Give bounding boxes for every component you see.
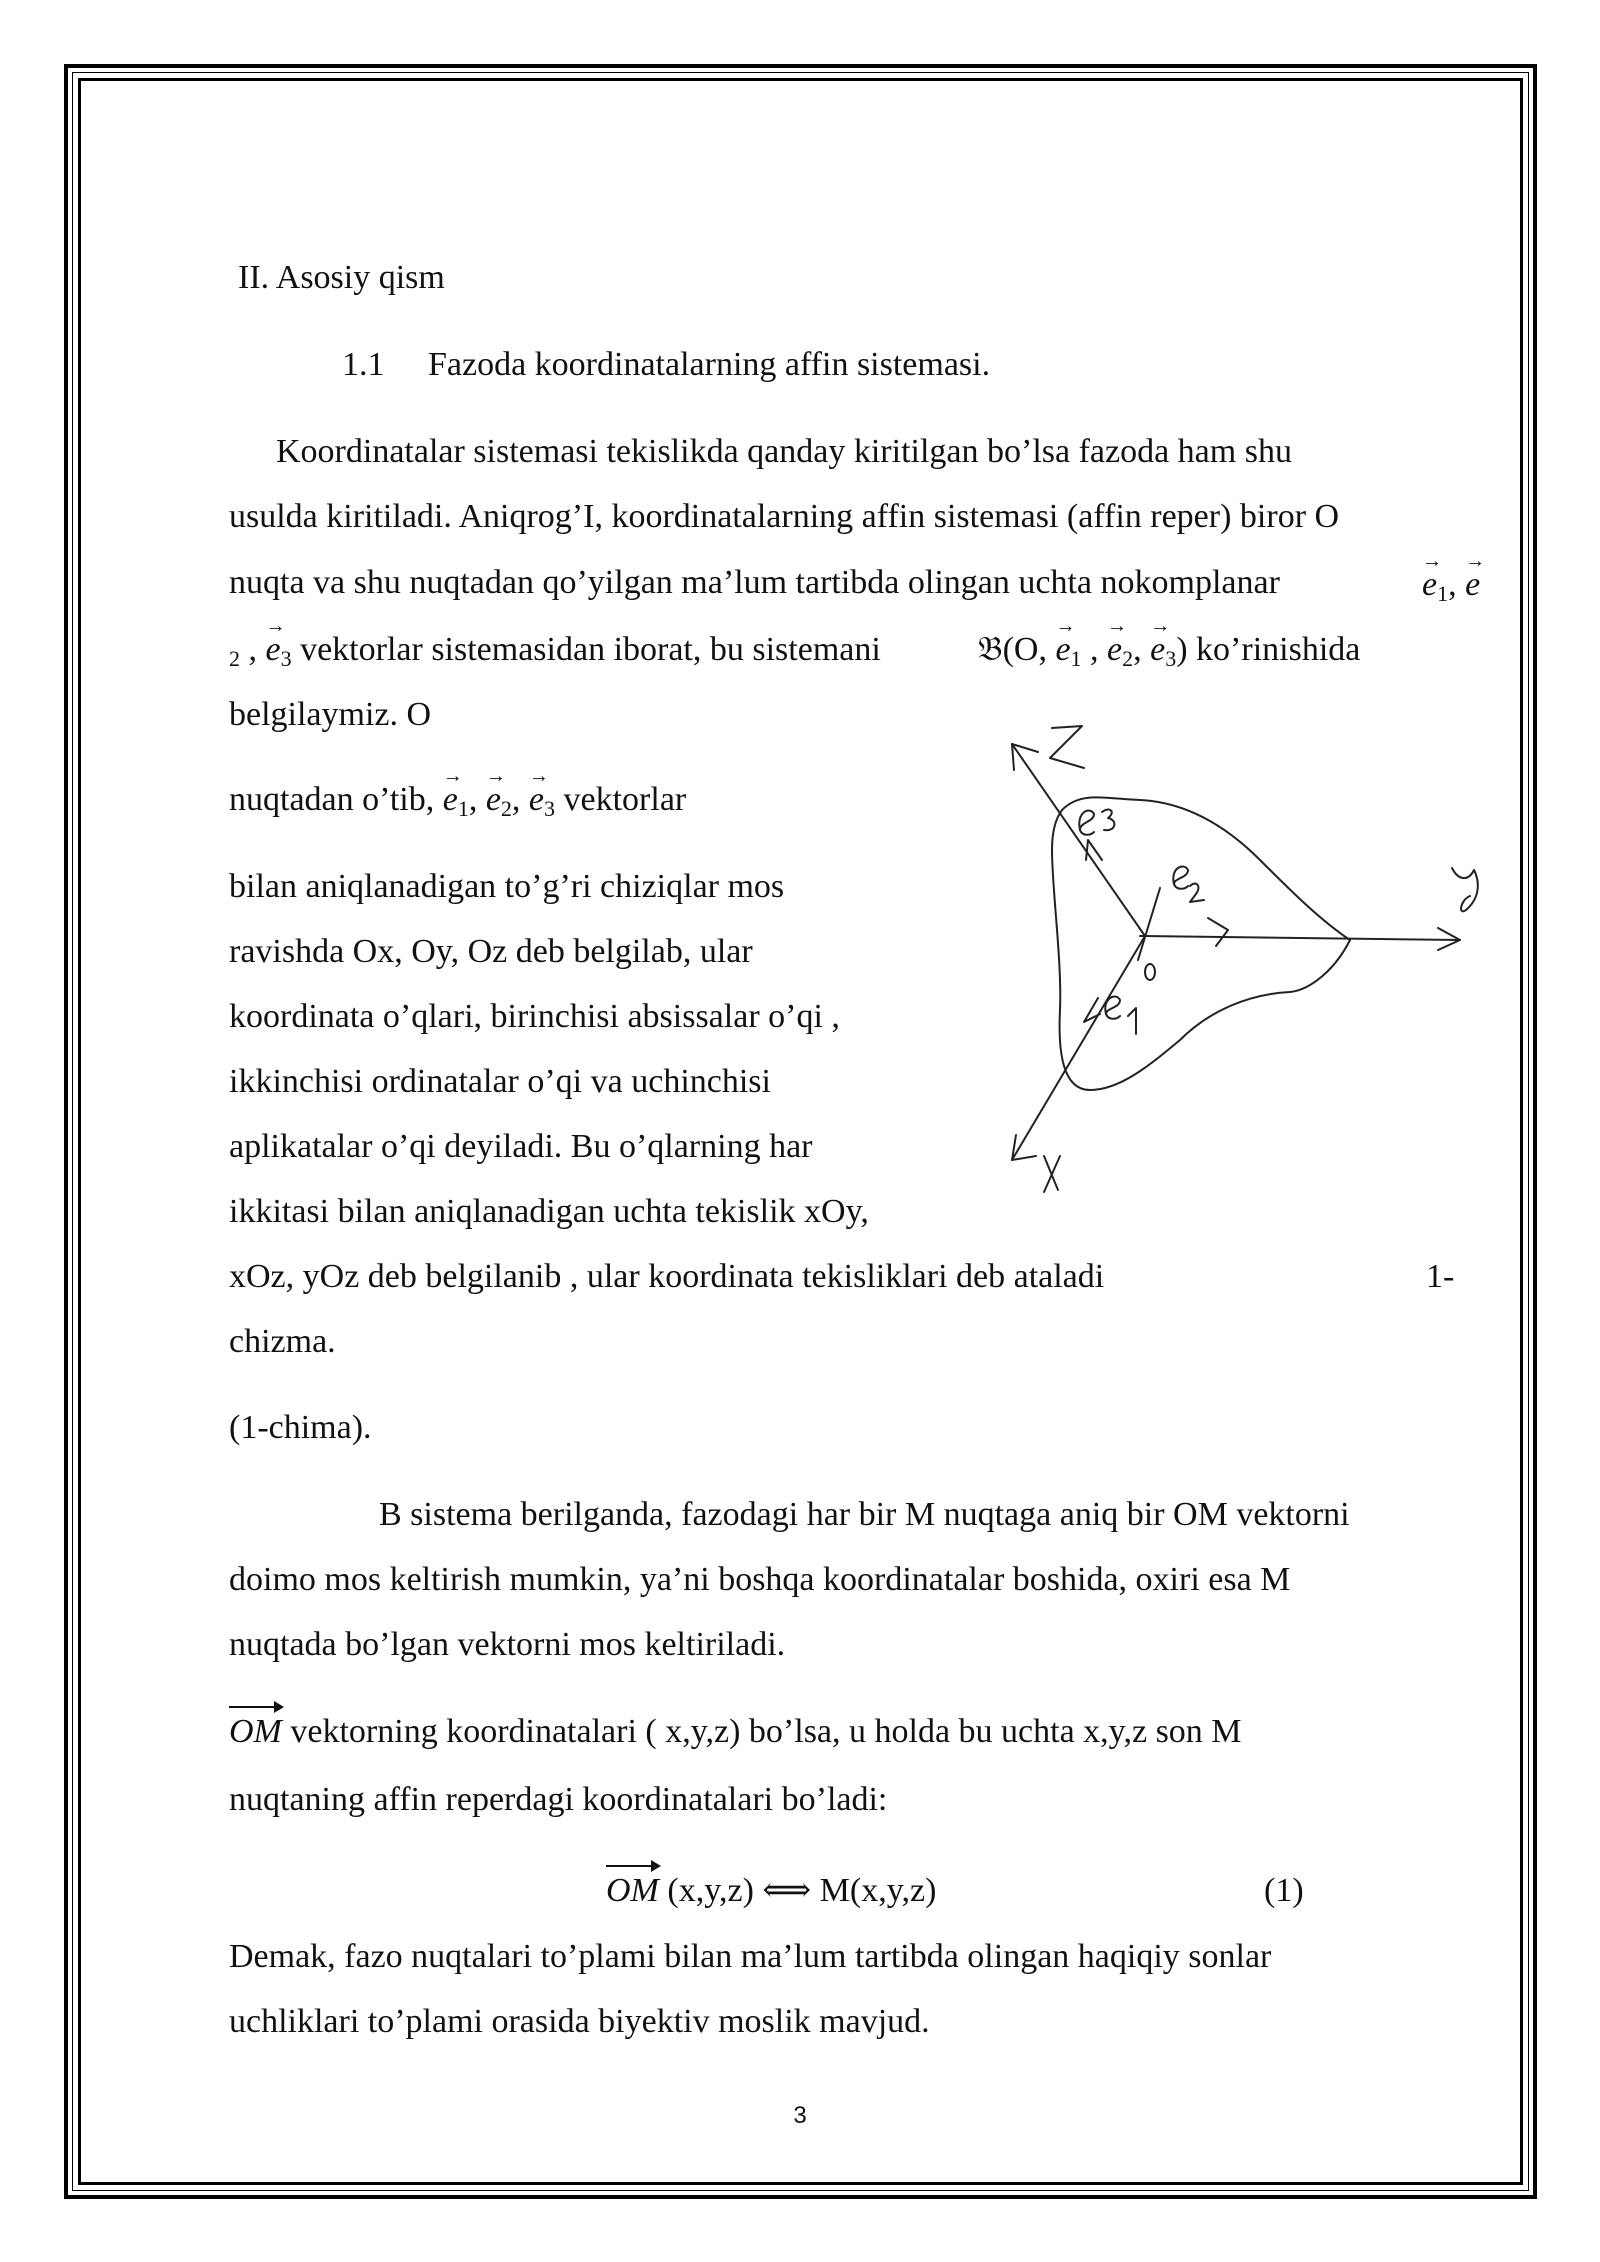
para1-line3: nuqta va shu nuqtadan qo’yilgan ma’lum tartibda olingan uchta nokomplanar [229,564,1280,601]
para1-line8: ravishda Ox, Oy, Oz deb belgilab, ular [229,933,753,970]
formula-1: OM (x,y,z) ⟺ M(x,y,z) [606,1871,936,1911]
para1-line14: chizma. [229,1323,336,1360]
subsection-number: 1.1 [342,346,385,383]
formula-om-vector: OM [606,1871,659,1911]
e3-vector-arrow [1086,840,1102,860]
para1-line10: ikkinchisi ordinatalar o’qi va uchinchisi [229,1063,771,1100]
para1-line13: xOz, yOz deb belgilanib , ular koordinata tekisliklari deb ataladi [229,1258,1105,1295]
system-letter: 𝔅 [978,631,1003,668]
section-heading: II. Asosiy qism [238,259,445,296]
figure-caption: (1-chima). [229,1409,372,1446]
e1-vector-arrow [1084,998,1100,1022]
y-axis [1140,936,1460,940]
para2-line2: doimo mos keltirish mumkin, ya’ni boshqa koordinatalar boshida, oxiri esa M [229,1561,1291,1598]
para2-line3: nuqtada bo’lgan vektorni mos keltiriladi. [229,1626,786,1663]
para1-line1: Koordinatalar sistemasi tekislikda qanday kiritilgan bo’lsa fazoda ham shu [276,433,1292,470]
page-number: 3 [793,2102,807,2129]
formula-number: (1) [1264,1872,1304,1909]
para1-line6: nuqtadan o’tib, → $e_1$, → $e_2$, → $e_3$ vektorlar [229,765,687,821]
z-axis [1012,744,1145,936]
para1-line2: usulda kiritiladi. Aniqrog’I, koordinatalarning affin sistemasi (affin reper) biror O [229,498,1340,535]
origin-tick [1138,888,1160,960]
subsection-title: Fazoda koordinatalarning affin sistemasi. [428,346,991,383]
label-e1-glyph [1105,996,1136,1034]
system-notation: 𝔅(O, → $e_1$ , → $e_2$, → $e_3$) ko’rinishida [978,615,1361,671]
para1-line9: koordinata o’qlari, birinchisi absissalar o’qi , [229,998,840,1035]
para3-line2: nuqtaning affin reperdagi koordinatalari bo’ladi: [229,1781,888,1818]
figure-ref-number: 1- [1426,1258,1455,1295]
e2-vector-arrow [1208,918,1228,946]
label-z-glyph [1050,726,1084,768]
para2-line1: B sistema berilganda, fazodagi har bir M nuqtaga aniq bir OM vektorni [379,1496,1350,1533]
label-origin-glyph [1145,964,1155,980]
para1-line5: belgilaymiz. O [229,696,432,733]
para1-line11: aplikatalar o’qi deyiladi. Bu o’qlarning har [229,1128,813,1165]
x-axis [1012,936,1145,1160]
para3-line1: OM vektorning koordinatalari ( x,y,z) bo’lsa, u holda bu uchta x,y,z son M [229,1712,1242,1752]
om-vector: OM [229,1712,282,1752]
label-y-glyph [1452,868,1478,911]
para1-line4: $_2$ , → $e_3$ vektorlar sistemasidan iborat, bu sistemani [229,615,881,671]
plane-outline-shape [1052,797,1350,1090]
iff-symbol: ⟺ [762,1872,812,1909]
vector-e1-e2-line3: → $e_1$, → e [1422,550,1486,606]
label-e3-glyph [1079,810,1114,835]
para1-line7: bilan aniqlanadigan to’g’ri chiziqlar mos [229,868,785,905]
para4-line2: uchliklari to’plami orasida biyektiv moslik mavjud. [229,2003,930,2040]
label-e2-glyph [1173,866,1204,902]
label-x-glyph [1044,1156,1060,1192]
coordinate-system-figure [990,710,1510,1210]
para1-line12: ikkitasi bilan aniqlanadigan uchta tekislik xOy, [229,1193,869,1230]
para4-line1: Demak, fazo nuqtalari to’plami bilan ma’lum tartibda olingan haqiqiy sonlar [229,1938,1272,1975]
